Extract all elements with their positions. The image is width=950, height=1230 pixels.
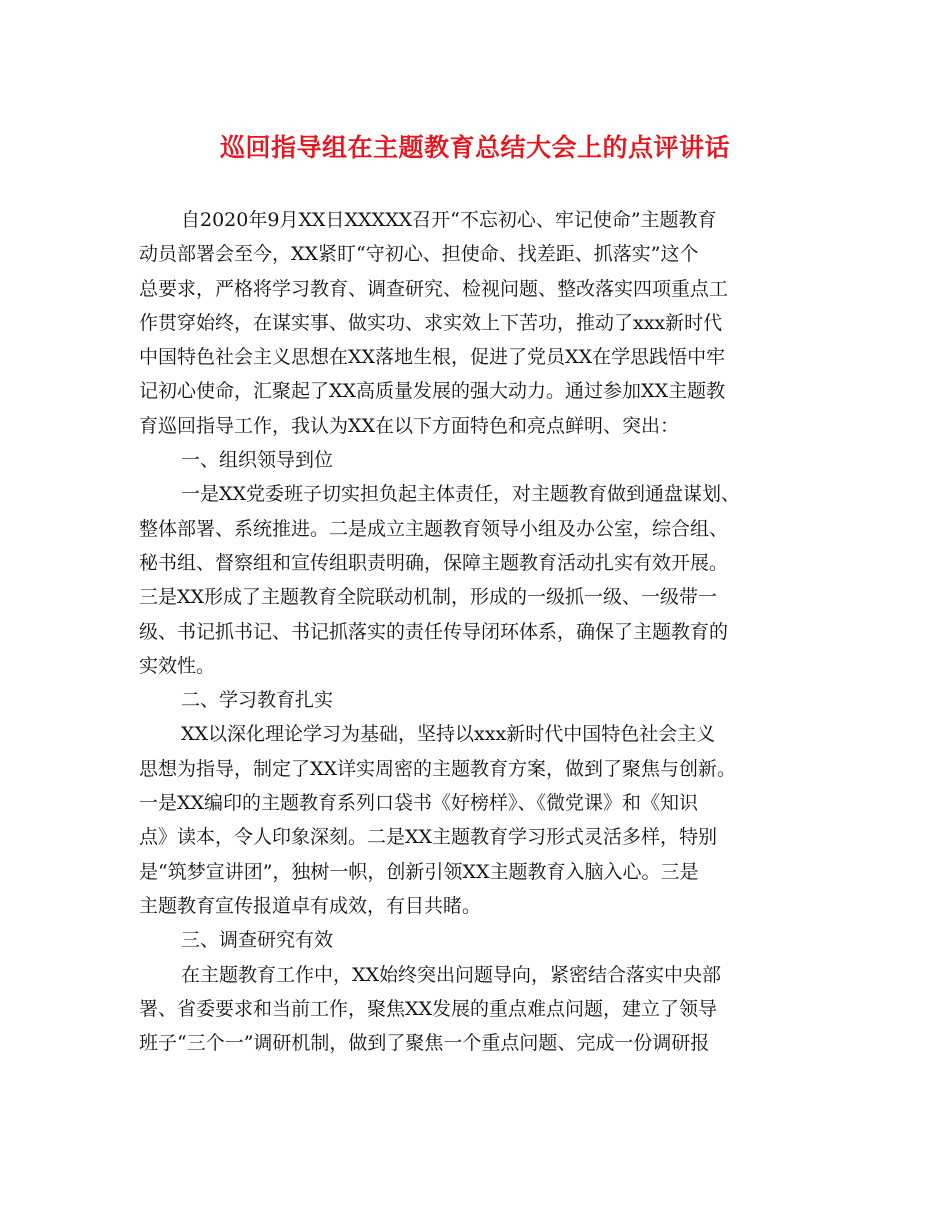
paragraph-line: 级、书记抓书记、书记抓落实的责任传导闭环体系，确保了主题教育的	[139, 620, 729, 643]
paragraph-line: 点》读本，令人印象深刻。二是XX主题教育学习形式灵活多样，特别	[139, 826, 718, 849]
paragraph-line: 作贯穿始终，在谋实事、做实功、求实效上下苦功，推动了xxx新时代	[139, 311, 723, 334]
paragraph-line: XX以深化理论学习为基础，坚持以xxx新时代中国特色社会主义	[181, 723, 716, 746]
paragraph-line: 总要求，严格将学习教育、调查研究、检视问题、整改落实四项重点工	[139, 277, 729, 300]
paragraph-line: 整体部署、系统推进。二是成立主题教育领导小组及办公室，综合组、	[139, 517, 729, 540]
paragraph-line: 署、省委要求和当前工作，聚焦XX发展的重点难点问题，建立了领导	[139, 997, 718, 1020]
paragraph-line: 中国特色社会主义思想在XX落地生根，促进了党员XX在学思践悟中牢	[139, 346, 726, 369]
paragraph-line: 在主题教育工作中，XX始终突出问题导向，紧密结合落实中央部	[181, 963, 722, 986]
paragraph-line: 育巡回指导工作，我认为XX在以下方面特色和亮点鲜明、突出：	[139, 414, 680, 437]
paragraph-line: 实效性。	[139, 654, 216, 677]
paragraph-line: 自2020年9月XX日XXXXX召开“不忘初心、牢记使命”主题教育	[181, 209, 717, 231]
document-body	[139, 203, 824, 1060]
paragraph-line: 秘书组、督察组和宣传组职责明确，保障主题教育活动扎实有效开展。	[139, 551, 729, 574]
section-heading: 三、调查研究有效	[181, 929, 334, 952]
paragraph-line: 记初心使命，汇聚起了XX高质量发展的强大动力。通过参加XX主题教	[139, 380, 726, 403]
paragraph-line: 动员部署会至今，XX紧盯“守初心、担使命、找差距、抓落实”这个	[139, 243, 699, 266]
paragraph-line: 一是XX编印的主题教育系列口袋书《好榜样》、《微党课》和《知识	[139, 792, 699, 815]
section-heading: 二、学习教育扎实	[181, 689, 334, 712]
document-title: 巡回指导组在主题教育总结大会上的点评讲话	[219, 133, 730, 162]
paragraph-line: 班子“三个一”调研机制，做到了聚焦一个重点问题、完成一份调研报	[139, 1032, 710, 1055]
paragraph-line: 主题教育宣传报道卓有成效，有目共睹。	[139, 894, 482, 917]
paragraph-line: 思想为指导，制定了XX详实周密的主题教育方案，做到了聚焦与创新。	[139, 757, 737, 780]
paragraph-line: 三是XX形成了主题教育全院联动机制，形成的一级抓一级、一级带一	[139, 586, 718, 609]
section-heading: 一、组织领导到位	[181, 449, 334, 472]
paragraph-line: 是“筑梦宣讲团”，独树一帜，创新引领XX主题教育入脑入心。三是	[139, 860, 699, 883]
paragraph-line: 一是XX党委班子切实担负起主体责任，对主题教育做到通盘谋划、	[181, 483, 741, 506]
